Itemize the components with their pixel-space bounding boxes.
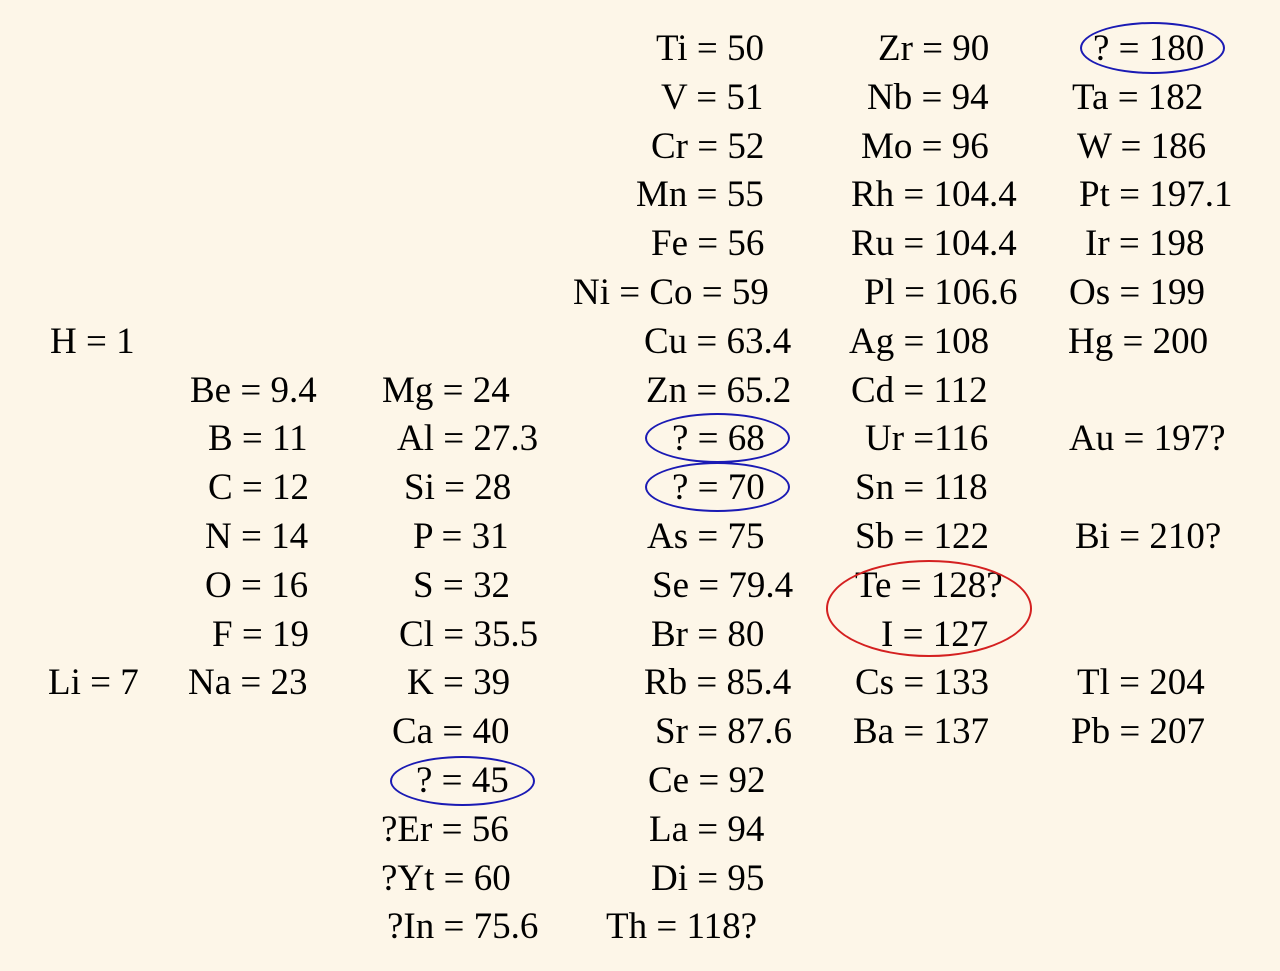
element-entry-ca-40-c2: Ca = 40 <box>392 711 510 753</box>
element-entry-sr-87-6-c3: Sr = 87.6 <box>655 711 793 753</box>
element-entry-di-95-c3: Di = 95 <box>651 857 765 899</box>
element-entry-ce-92-c3: Ce = 92 <box>648 760 766 801</box>
element-entry-f-19-c1: F = 19 <box>212 613 309 655</box>
element-entry-cs-133-c4: Cs = 133 <box>855 662 989 704</box>
element-entry-ag-108-c4: Ag = 108 <box>849 320 990 362</box>
element-entry-la-94-c3: La = 94 <box>649 808 765 850</box>
element-entry-ni-co-59-c3: Ni = Co = 59 <box>573 272 769 313</box>
element-entry-b-11-c1: B = 11 <box>208 418 308 460</box>
element-entry-mg-24-c2: Mg = 24 <box>382 369 510 411</box>
element-entry-te-128unknown-c4: Te = 128? <box>855 564 1003 606</box>
element-entry-cr-52-c3: Cr = 52 <box>651 125 765 167</box>
element-entry-ru-104-4-c4: Ru = 104.4 <box>851 223 1017 265</box>
element-entry-i-127-c4: I = 127 <box>881 613 989 655</box>
element-entry-rh-104-4-c4: Rh = 104.4 <box>851 174 1017 216</box>
element-entry-nb-94-c4: Nb = 94 <box>867 76 989 118</box>
element-entry-o-16-c1: O = 16 <box>205 564 309 606</box>
element-entry-unknown-68-c3: ? = 68 <box>672 418 765 460</box>
element-entry-unknown-180-c5: ? = 180 <box>1093 28 1205 69</box>
element-entry-n-14-c1: N = 14 <box>205 516 309 557</box>
element-entry-zn-65-2-c3: Zn = 65.2 <box>646 369 792 411</box>
element-entry-fe-56-c3: Fe = 56 <box>651 223 765 265</box>
element-entry-al-27-3-c2: Al = 27.3 <box>397 418 539 460</box>
element-entry-pt-197-1-c5: Pt = 197.1 <box>1079 174 1233 216</box>
element-entry-ba-137-c4: Ba = 137 <box>853 711 989 753</box>
element-entry-be-9-4-c1: Be = 9.4 <box>190 369 317 411</box>
element-entry-os-199-c5: Os = 199 <box>1069 272 1205 313</box>
element-entry-unknown-70-c3: ? = 70 <box>672 467 765 509</box>
element-entry-as-75-c3: As = 75 <box>647 516 765 557</box>
element-entry-sn-118-c4: Sn = 118 <box>855 467 988 509</box>
predicted-gap-68-circle <box>645 413 790 463</box>
te-i-reversal-circle <box>826 560 1032 657</box>
element-entry-unknownyt-60-c2: ?Yt = 60 <box>381 857 511 899</box>
element-entry-sb-122-c4: Sb = 122 <box>855 516 989 557</box>
element-entry-pl-106-6-c4: Pl = 106.6 <box>864 272 1018 313</box>
element-entry-unknownin-75-6-c2: ?In = 75.6 <box>387 906 539 948</box>
element-entry-tl-204-c5: Tl = 204 <box>1077 662 1205 704</box>
element-entry-p-31-c2: P = 31 <box>413 516 509 557</box>
element-entry-w-186-c5: W = 186 <box>1077 125 1207 167</box>
element-entry-ta-182-c5: Ta = 182 <box>1072 76 1204 118</box>
element-entry-unknown-45-c2: ? = 45 <box>416 760 509 801</box>
element-entry-unknowner-56-c2: ?Er = 56 <box>381 808 509 850</box>
element-entry-ir-198-c5: Ir = 198 <box>1085 223 1205 265</box>
element-entry-th-118unknown-c3: Th = 118? <box>606 906 758 948</box>
element-entry-si-28-c2: Si = 28 <box>404 467 512 509</box>
element-entry-bi-210unknown-c5: Bi = 210? <box>1075 516 1222 557</box>
element-entry-na-23-c1: Na = 23 <box>188 662 308 704</box>
element-entry-se-79-4-c3: Se = 79.4 <box>652 564 794 606</box>
element-entry-au-197unknown-c5: Au = 197? <box>1069 418 1226 460</box>
element-entry-cd-112-c4: Cd = 112 <box>851 369 988 411</box>
element-entry-hg-200-c5: Hg = 200 <box>1068 320 1209 362</box>
element-entry-cl-35-5-c2: Cl = 35.5 <box>399 613 539 655</box>
element-entry-rb-85-4-c3: Rb = 85.4 <box>644 662 792 704</box>
predicted-gap-180-circle <box>1080 22 1225 74</box>
predicted-gap-45-circle <box>390 756 535 806</box>
element-entry-mn-55-c3: Mn = 55 <box>636 174 764 216</box>
element-entry-v-51-c3: V = 51 <box>661 76 764 118</box>
element-entry-c-12-c1: C = 12 <box>208 467 310 509</box>
element-entry-mo-96-c4: Mo = 96 <box>861 125 989 167</box>
element-entry-cu-63-4-c3: Cu = 63.4 <box>644 320 792 362</box>
element-entry-pb-207-c5: Pb = 207 <box>1071 711 1205 753</box>
predicted-gap-70-circle <box>645 462 790 512</box>
element-entry-ur-116-c4: Ur =116 <box>865 418 989 460</box>
element-entry-h-1-c0: H = 1 <box>50 320 135 362</box>
element-entry-zr-90-c4: Zr = 90 <box>878 28 990 69</box>
element-entry-s-32-c2: S = 32 <box>413 564 510 606</box>
element-entry-li-7-c0: Li = 7 <box>48 662 139 704</box>
element-entry-br-80-c3: Br = 80 <box>651 613 765 655</box>
element-entry-k-39-c2: K = 39 <box>407 662 511 704</box>
element-entry-ti-50-c3: Ti = 50 <box>656 28 764 69</box>
